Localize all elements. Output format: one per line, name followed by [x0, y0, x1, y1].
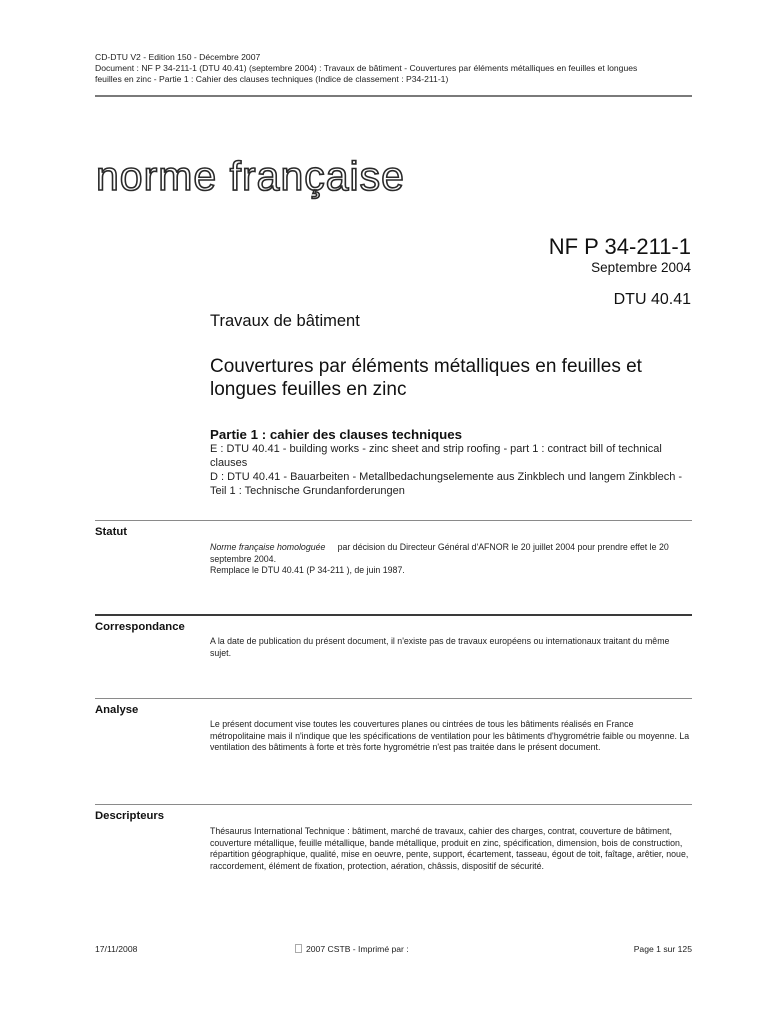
copyright-symbol-icon	[295, 944, 302, 953]
document-reference-line: Document : NF P 34-211-1 (DTU 40.41) (septembre 2004) : Travaux de bâtiment - Couvertures par éléments métalliques en feuilles et longues	[95, 63, 638, 73]
document-running-header	[95, 52, 695, 85]
dtu-identifier: DTU 40.41	[613, 291, 691, 308]
part-title: Partie 1 : cahier des clauses techniques	[210, 427, 463, 442]
page-footer	[95, 944, 692, 958]
statut-body	[210, 542, 690, 577]
copyright-text: 2007 CSTB - Imprimé par :	[306, 944, 409, 954]
correspondance-body	[210, 636, 690, 659]
statut-divider	[95, 520, 692, 521]
homologation-status: Norme française homologuée	[210, 542, 326, 552]
analyse-label: Analyse	[95, 704, 139, 716]
main-title: Couvertures par éléments métalliques en feuilles et longues feuilles en zinc	[210, 356, 642, 400]
correspondance-text: A la date de publication du présent document, il n'existe pas de travaux européens ou internationaux traitant du même sujet.	[210, 636, 670, 658]
descripteurs-label: Descripteurs	[95, 810, 165, 822]
statut-replacement: Remplace le DTU 40.41 (P 34-211 ), de juin 1987.	[210, 565, 405, 575]
descripteurs-body	[210, 826, 690, 872]
analyse-body	[210, 719, 690, 754]
descripteurs-divider	[95, 804, 692, 805]
correspondance-label: Correspondance	[95, 621, 185, 633]
part-block	[210, 427, 700, 498]
statut-paragraph	[210, 542, 690, 565]
norme-francaise-title: norme française	[96, 153, 405, 199]
english-title: E : DTU 40.41 - building works - zinc sheet and strip roofing - part 1 : contract bill of technical clauses	[210, 443, 662, 469]
analyse-text: Le présent document vise toutes les couvertures planes ou cintrées de tous les bâtiments réalisés en France métropolitaine mais il n'indique que les spécifications de ventilation pour les bâtiments d'hygrométrie faible ou moyenne. La ventilation des bâtiments à forte et très forte hygrométrie n'est pas traitée dans le présent document.	[210, 719, 690, 752]
norm-identifier: NF P 34-211-1	[548, 234, 691, 259]
print-date: 17/11/2008	[95, 944, 138, 954]
domain-title: Travaux de bâtiment	[210, 312, 360, 330]
publication-date: Septembre 2004	[591, 260, 691, 275]
correspondance-divider	[95, 614, 692, 616]
statut-label: Statut	[95, 526, 128, 538]
page-number: Page 1 sur 125	[633, 944, 692, 954]
descripteurs-text: Thésaurus International Technique : bâtiment, marché de travaux, cahier des charges, contrat, couverture de bâtiment, couverture métallique, feuille métallique, bande métallique, produit en zinc, spécification, dimension, bois de construction, répartition géographique, qualité, mise en oeuvre, pente, support, écartement, tasseau, égout de toit, faîtage, arêtier, noue, raccordement, élément de fixation, protection, aération, châssis, dispositif de sécurité.	[210, 826, 689, 871]
document-reference-line-continued: feuilles en zinc - Partie 1 : Cahier des clauses techniques (Indice de classement : P34-211-1)	[95, 74, 449, 84]
edition-line: CD-DTU V2 - Edition 150 - Décembre 2007	[95, 52, 261, 62]
statut-text: par décision du Directeur Général d'AFNOR le 20 juillet 2004 pour prendre effet le 20 septembre 2004.	[210, 542, 669, 564]
german-title: D : DTU 40.41 - Bauarbeiten - Metallbedachungselemente aus Zinkblech und langem Zinkblech - Teil 1 : Technische Grundanforderungen	[210, 471, 683, 497]
header-divider	[95, 95, 692, 97]
analyse-divider	[95, 698, 692, 699]
copyright-notice	[295, 944, 409, 954]
